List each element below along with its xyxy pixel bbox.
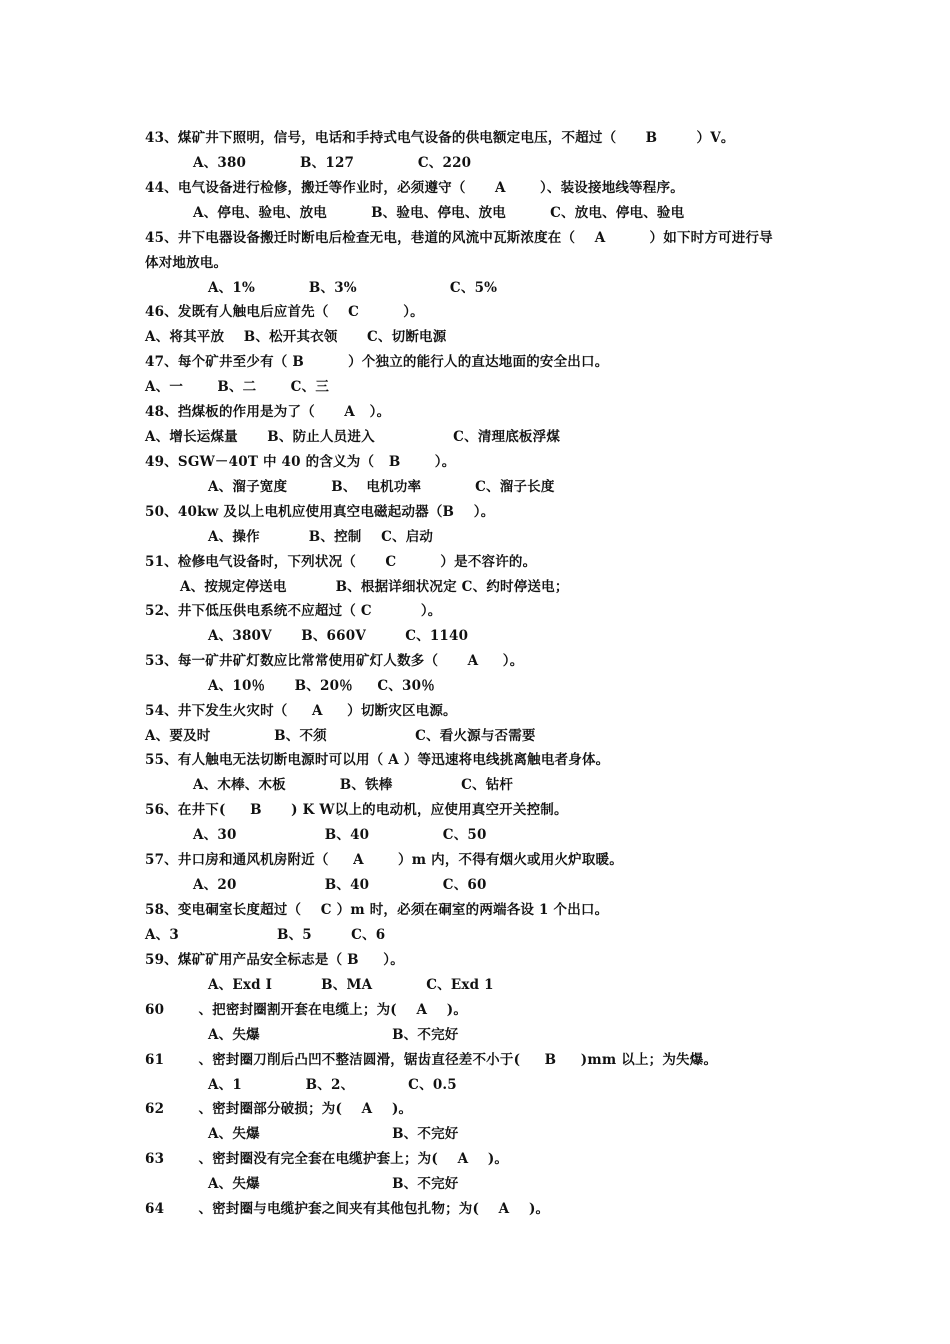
- question-43: 43、煤矿井下照明，信号，电话和手持式电气设备的供电额定电压，不超过（ B ）V。: [145, 130, 735, 146]
- options-56: A、30 B、40 C、50: [193, 827, 487, 843]
- options-63: A、失爆 B、不完好: [208, 1176, 459, 1192]
- options-44: A、停电、验电、放电 B、验电、停电、放电 C、放电、停电、验电: [193, 205, 685, 221]
- options-50: A、操作 B、控制 C、启动: [208, 529, 434, 545]
- question-55: 55、有人触电无法切断电源时可以用（ A ）等迅速将电线挑离触电者身体。: [145, 752, 610, 768]
- options-45: A、1% B、3% C、5%: [208, 280, 498, 296]
- options-62: A、失爆 B、不完好: [208, 1126, 459, 1142]
- options-59: A、Exd I B、MA C、Exd 1: [208, 977, 494, 993]
- question-57: 57、井口房和通风机房附近（ A ）m 内，不得有烟火或用火炉取暖。: [145, 852, 623, 868]
- question-45: 45、井下电器设备搬迁时断电后检查无电，巷道的风流中瓦斯浓度在（ A ）如下时方可进行导: [145, 230, 773, 246]
- options-54: A、要及时 B、不须 C、看火源与否需要: [145, 728, 536, 744]
- options-60: A、失爆 B、不完好: [208, 1027, 459, 1043]
- question-46: 46、发既有人触电后应首先（ C ）。: [145, 304, 424, 320]
- options-53: A、10％ B、20％ C、30％: [208, 678, 435, 694]
- question-61: 61 、密封圈刀削后凸凹不整洁圆滑，锯齿直径差不小于( B )mm 以上；为失爆。: [145, 1052, 718, 1068]
- options-58: A、3 B、5 C、6: [145, 927, 386, 943]
- options-43: A、380 B、127 C、220: [193, 155, 472, 171]
- options-52: A、380V B、660V C、1140: [208, 628, 469, 644]
- question-53: 53、每一矿井矿灯数应比常常使用矿灯人数多（ A ）。: [145, 653, 524, 669]
- question-51: 51、检修电气设备时，下列状况（ C ）是不容许的。: [145, 554, 537, 570]
- question-60: 60 、把密封圈割开套在电缆上；为( A )。: [145, 1002, 468, 1018]
- question-52: 52、井下低压供电系统不应超过（ C ）。: [145, 603, 442, 619]
- options-47: A、一 B、二 C、三: [145, 379, 330, 395]
- question-44: 44、电气设备进行检修，搬迁等作业时，必须遵守（ A ）、装设接地线等程序。: [145, 180, 684, 196]
- options-49: A、溜子宽度 B、 电机功率 C、溜子长度: [208, 479, 555, 495]
- options-46: A、将其平放 B、松开其衣领 C、切断电源: [145, 329, 447, 345]
- question-58: 58、变电硐室长度超过（ C ）m 时，必须在硐室的两端各设 1 个出口。: [145, 902, 609, 918]
- options-55: A、木棒、木板 B、铁棒 C、钻杆: [193, 777, 514, 793]
- question-47: 47、每个矿井至少有（ B ）个独立的能行人的直达地面的安全出口。: [145, 354, 609, 370]
- question-64: 64 、密封圈与电缆护套之间夹有其他包扎物；为( A )。: [145, 1201, 550, 1217]
- question-63: 63 、密封圈没有完全套在电缆护套上；为( A )。: [145, 1151, 509, 1167]
- question-48: 48、挡煤板的作用是为了（ A ）。: [145, 404, 391, 420]
- options-48: A、增长运煤量 B、防止人员进入 C、清理底板浮煤: [145, 429, 561, 445]
- question-50: 50、40kw 及以上电机应使用真空电磁起动器（B ）。: [145, 504, 495, 520]
- question-62: 62 、密封圈部分破损；为( A )。: [145, 1101, 413, 1117]
- question-45-cont: 体对地放电。: [145, 255, 228, 271]
- question-56: 56、在井下( B ) K W以上的电动机，应使用真空开关控制。: [145, 802, 568, 818]
- question-54: 54、井下发生火灾时（ A ）切断灾区电源。: [145, 703, 457, 719]
- options-51: A、按规定停送电 B、根据详细状况定 C、约时停送电；: [180, 579, 569, 595]
- question-49: 49、SGW－40T 中 40 的含义为（ B ）。: [145, 454, 456, 470]
- options-61: A、1 B、2、 C、0.5: [208, 1077, 457, 1093]
- options-57: A、20 B、40 C、60: [193, 877, 487, 893]
- question-59: 59、煤矿矿用产品安全标志是（ B ）。: [145, 952, 404, 968]
